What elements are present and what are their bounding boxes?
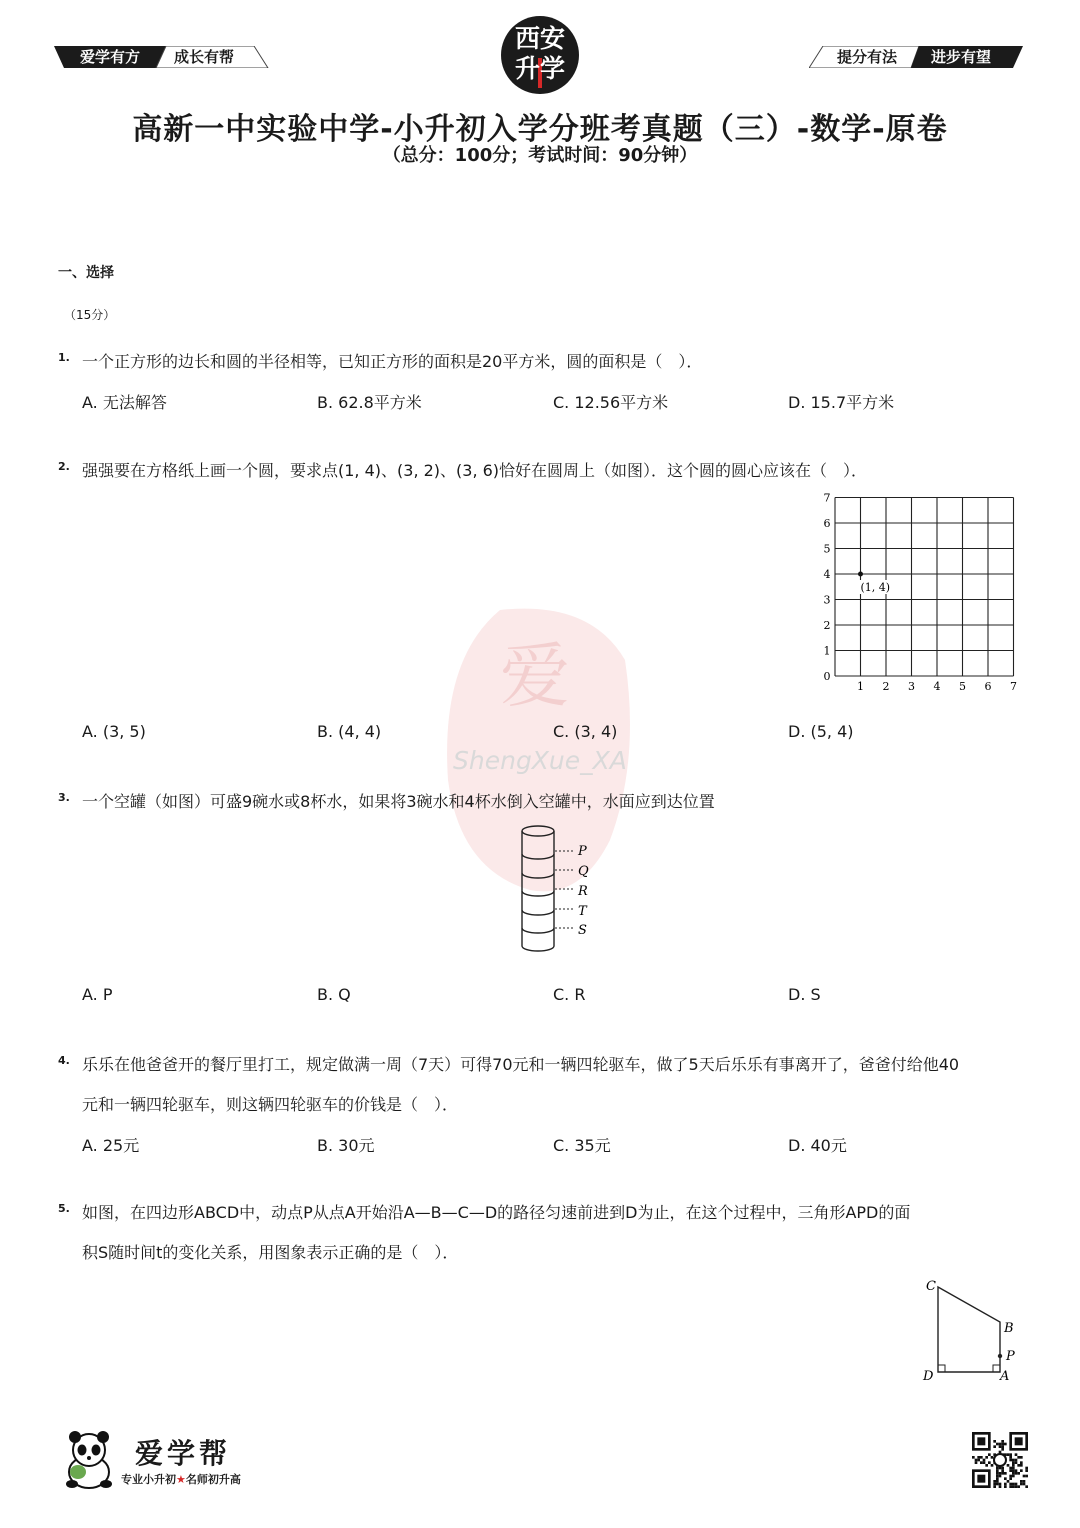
qr-module	[1017, 1456, 1020, 1459]
qr-module	[1012, 1459, 1015, 1462]
qr-module	[1004, 1443, 1007, 1446]
x-tick-label: 2	[882, 680, 890, 693]
question-1-option-c[interactable]: C. 12.56平方米	[553, 393, 669, 412]
right-banner-text-2: 进步有望	[931, 48, 992, 66]
qr-module	[999, 1443, 1002, 1446]
grid-point	[858, 572, 863, 577]
question-2-number: 2.	[58, 460, 70, 473]
can-label-t: T	[578, 904, 587, 919]
origin-label: 0	[823, 670, 831, 683]
qr-module	[993, 1485, 996, 1488]
question-4-option-c[interactable]: C. 35元	[553, 1136, 611, 1155]
qr-module	[1012, 1483, 1015, 1486]
x-tick-label: 4	[933, 680, 941, 693]
qr-module	[1009, 1475, 1012, 1478]
y-tick-label: 1	[823, 644, 831, 658]
qr-module	[980, 1456, 983, 1459]
qr-module	[999, 1483, 1002, 1486]
qr-module	[1025, 1475, 1028, 1478]
right-banner	[809, 46, 1024, 68]
question-3-option-d[interactable]: D. S	[788, 985, 821, 1004]
y-tick-label: 4	[823, 568, 831, 581]
qr-module	[996, 1475, 999, 1478]
logo-line-1: 西安	[514, 24, 565, 53]
footer-slogan-1: 专业小升初	[121, 1473, 176, 1486]
qr-module	[993, 1483, 996, 1486]
qr-finder-inner	[977, 1437, 985, 1445]
qr-module	[1020, 1464, 1023, 1467]
quad-label-a: A	[1000, 1369, 1010, 1384]
question-1-option-a[interactable]: A. 无法解答	[82, 393, 167, 412]
question-1-option-b[interactable]: B. 62.8平方米	[317, 393, 422, 412]
qr-module	[1012, 1467, 1015, 1470]
cylinder-can-figure	[510, 822, 600, 954]
qr-finder-inner	[977, 1475, 985, 1483]
qr-module	[1001, 1440, 1004, 1443]
qr-module	[999, 1445, 1002, 1448]
right-banner-text-1: 提分有法	[837, 48, 898, 66]
qr-module	[1012, 1464, 1015, 1467]
qr-module	[1007, 1453, 1010, 1456]
qr-module	[1017, 1464, 1020, 1467]
qr-module	[1012, 1475, 1015, 1478]
qr-module	[985, 1464, 988, 1467]
qr-module	[1025, 1467, 1028, 1470]
qr-module	[975, 1459, 978, 1462]
footer-brand: 爱学帮	[135, 1437, 232, 1470]
question-3-option-a[interactable]: A. P	[82, 985, 113, 1004]
watermark-glyph: 爱	[500, 635, 570, 717]
qr-module	[1001, 1472, 1004, 1475]
qr-module	[993, 1480, 996, 1483]
question-5-text-line-2: 积S随时间t的变化关系，用图象表示正确的是（ ）．	[82, 1243, 459, 1262]
quad-label-c: C	[926, 1279, 936, 1294]
qr-module	[996, 1469, 999, 1472]
qr-module	[991, 1464, 994, 1467]
point-label: (1, 4)	[860, 581, 891, 594]
qr-module	[1001, 1469, 1004, 1472]
y-tick-label: 6	[823, 517, 831, 530]
question-2-option-d[interactable]: D. (5, 4)	[788, 722, 854, 741]
question-2-option-c[interactable]: C. (3, 4)	[553, 722, 618, 741]
can-label-p: P	[578, 844, 587, 859]
qr-module	[1001, 1448, 1004, 1451]
question-5-text-line-1: 如图，在四边形ABCD中，动点P从点A开始沿A—B—C—D的路径匀速前进到D为止，在这个过程中，三角形APD的面	[82, 1203, 911, 1222]
quad-label-p: P	[1006, 1349, 1015, 1364]
qr-module	[999, 1472, 1002, 1475]
qr-module	[1017, 1485, 1020, 1488]
left-banner	[54, 46, 269, 68]
footer-star-icon: ★	[176, 1473, 186, 1486]
page-subtitle: （总分：100分；考试时间：90分钟）	[382, 145, 698, 166]
qr-module	[999, 1451, 1002, 1454]
section-heading: 一、选择	[58, 265, 114, 281]
qr-module	[1009, 1485, 1012, 1488]
qr-module	[1023, 1475, 1026, 1478]
qr-module	[1007, 1480, 1010, 1483]
qr-module	[996, 1472, 999, 1475]
question-3-text: 一个空罐（如图）可盛9碗水或8杯水，如果将3碗水和4杯水倒入空罐中，水面应到达位置	[82, 792, 715, 811]
qr-module	[1012, 1472, 1015, 1475]
qr-module	[1001, 1443, 1004, 1446]
can-label-r: R	[578, 884, 588, 899]
qr-code-icon[interactable]	[972, 1432, 1028, 1488]
qr-module	[993, 1440, 996, 1443]
question-1-number: 1.	[58, 351, 70, 364]
qr-module	[988, 1453, 991, 1456]
y-tick-label: 2	[823, 619, 831, 632]
x-tick-label: 5	[959, 680, 966, 693]
question-3-number: 3.	[58, 791, 70, 804]
qr-module	[988, 1461, 991, 1464]
qr-module	[996, 1443, 999, 1446]
qr-module	[991, 1456, 994, 1459]
y-tick-label: 7	[823, 492, 831, 505]
site-logo	[501, 16, 579, 94]
qr-module	[993, 1445, 996, 1448]
qr-module	[1004, 1477, 1007, 1480]
qr-module	[1020, 1469, 1023, 1472]
y-tick-label: 5	[823, 542, 831, 556]
qr-finder-inner	[1015, 1437, 1023, 1445]
qr-module	[1023, 1480, 1026, 1483]
question-4-option-d[interactable]: D. 40元	[788, 1136, 847, 1155]
page-title: 高新一中实验中学-小升初入学分班考真题（三）-数学-原卷	[132, 112, 948, 147]
qr-module	[1015, 1485, 1018, 1488]
qr-module	[1004, 1483, 1007, 1486]
question-1-option-d[interactable]: D. 15.7平方米	[788, 393, 895, 412]
qr-module	[972, 1456, 975, 1459]
qr-module	[999, 1485, 1002, 1488]
qr-module	[1009, 1456, 1012, 1459]
qr-module	[1004, 1472, 1007, 1475]
x-tick-label: 3	[908, 680, 915, 693]
question-1-text: 一个正方形的边长和圆的半径相等，已知正方形的面积是20平方米，圆的面积是（ ）．	[82, 352, 703, 371]
footer-slogan-2: 名师初升高	[185, 1473, 241, 1486]
panda-mascot-icon	[58, 1428, 120, 1490]
qr-module	[985, 1456, 988, 1459]
section-score: （15分）	[64, 308, 116, 322]
question-4-option-a[interactable]: A. 25元	[82, 1136, 140, 1155]
qr-module	[996, 1477, 999, 1480]
qr-module	[996, 1480, 999, 1483]
qr-module	[983, 1461, 986, 1464]
qr-module	[1025, 1485, 1028, 1488]
qr-center-logo	[994, 1454, 1006, 1466]
quadrilateral-figure	[918, 1274, 1028, 1384]
qr-module	[1015, 1483, 1018, 1486]
qr-module	[1012, 1485, 1015, 1488]
qr-module	[1007, 1464, 1010, 1467]
question-4-text-line-1: 乐乐在他爸爸开的餐厅里打工，规定做满一周（7天）可得70元和一辆四轮驱车，做了5天后乐乐有事离开了，爸爸付给他40	[82, 1055, 960, 1074]
qr-module	[1020, 1480, 1023, 1483]
qr-module	[1020, 1461, 1023, 1464]
question-3-option-b[interactable]: B. Q	[317, 985, 351, 1004]
qr-module	[1009, 1477, 1012, 1480]
qr-module	[1004, 1485, 1007, 1488]
qr-module	[999, 1467, 1002, 1470]
qr-module	[996, 1483, 999, 1486]
question-4-text-line-2: 元和一辆四轮驱车，则这辆四轮驱车的价钱是（ ）．	[82, 1095, 459, 1114]
watermark-text: ShengXue_XA	[453, 746, 627, 775]
footer-slogan	[121, 1471, 241, 1487]
qr-module	[1015, 1472, 1018, 1475]
qr-module	[1015, 1461, 1018, 1464]
can-label-q: Q	[578, 864, 589, 879]
question-4-option-b[interactable]: B. 30元	[317, 1136, 375, 1155]
qr-module	[1009, 1469, 1012, 1472]
qr-module	[1020, 1456, 1023, 1459]
qr-module	[1012, 1461, 1015, 1464]
x-tick-label: 6	[984, 680, 992, 693]
qr-module	[1015, 1469, 1018, 1472]
qr-module	[1015, 1453, 1018, 1456]
question-2-option-b[interactable]: B. (4, 4)	[317, 722, 382, 741]
qr-module	[1025, 1469, 1028, 1472]
coordinate-grid-figure	[815, 492, 1025, 697]
qr-module	[1023, 1483, 1026, 1486]
qr-module	[983, 1459, 986, 1462]
qr-module	[1012, 1469, 1015, 1472]
question-4-number: 4.	[58, 1054, 70, 1067]
qr-module	[1017, 1472, 1020, 1475]
qr-module	[975, 1461, 978, 1464]
question-2-text: 强强要在方格纸上画一个圆，要求点(1, 4)、(3, 2)、(3, 6)恰好在圆周上（如图）．这个圆的圆心应该在（ ）．	[82, 461, 868, 480]
qr-module	[1009, 1453, 1012, 1456]
qr-module	[1015, 1459, 1018, 1462]
qr-module	[980, 1461, 983, 1464]
qr-module	[977, 1459, 980, 1462]
question-5-number: 5.	[58, 1202, 70, 1215]
question-3-option-c[interactable]: C. R	[553, 985, 586, 1004]
left-banner-text-2: 成长有帮	[174, 48, 235, 66]
quad-label-b: B	[1004, 1321, 1014, 1336]
logo-line-2: 升学	[514, 54, 565, 83]
qr-module	[996, 1467, 999, 1470]
qr-module	[1001, 1445, 1004, 1448]
left-banner-text-1: 爱学有方	[80, 48, 141, 66]
x-tick-label: 7	[1010, 680, 1017, 693]
qr-module	[1009, 1483, 1012, 1486]
y-tick-label: 3	[823, 593, 831, 607]
qr-module	[1009, 1467, 1012, 1470]
quad-label-d: D	[923, 1369, 934, 1384]
qr-module	[1020, 1483, 1023, 1486]
question-2-option-a[interactable]: A. (3, 5)	[82, 722, 146, 741]
x-tick-label: 1	[857, 680, 864, 693]
can-label-s: S	[578, 923, 587, 938]
qr-module	[1009, 1459, 1012, 1462]
qr-module	[1001, 1467, 1004, 1470]
qr-module	[977, 1456, 980, 1459]
qr-module	[999, 1475, 1002, 1478]
